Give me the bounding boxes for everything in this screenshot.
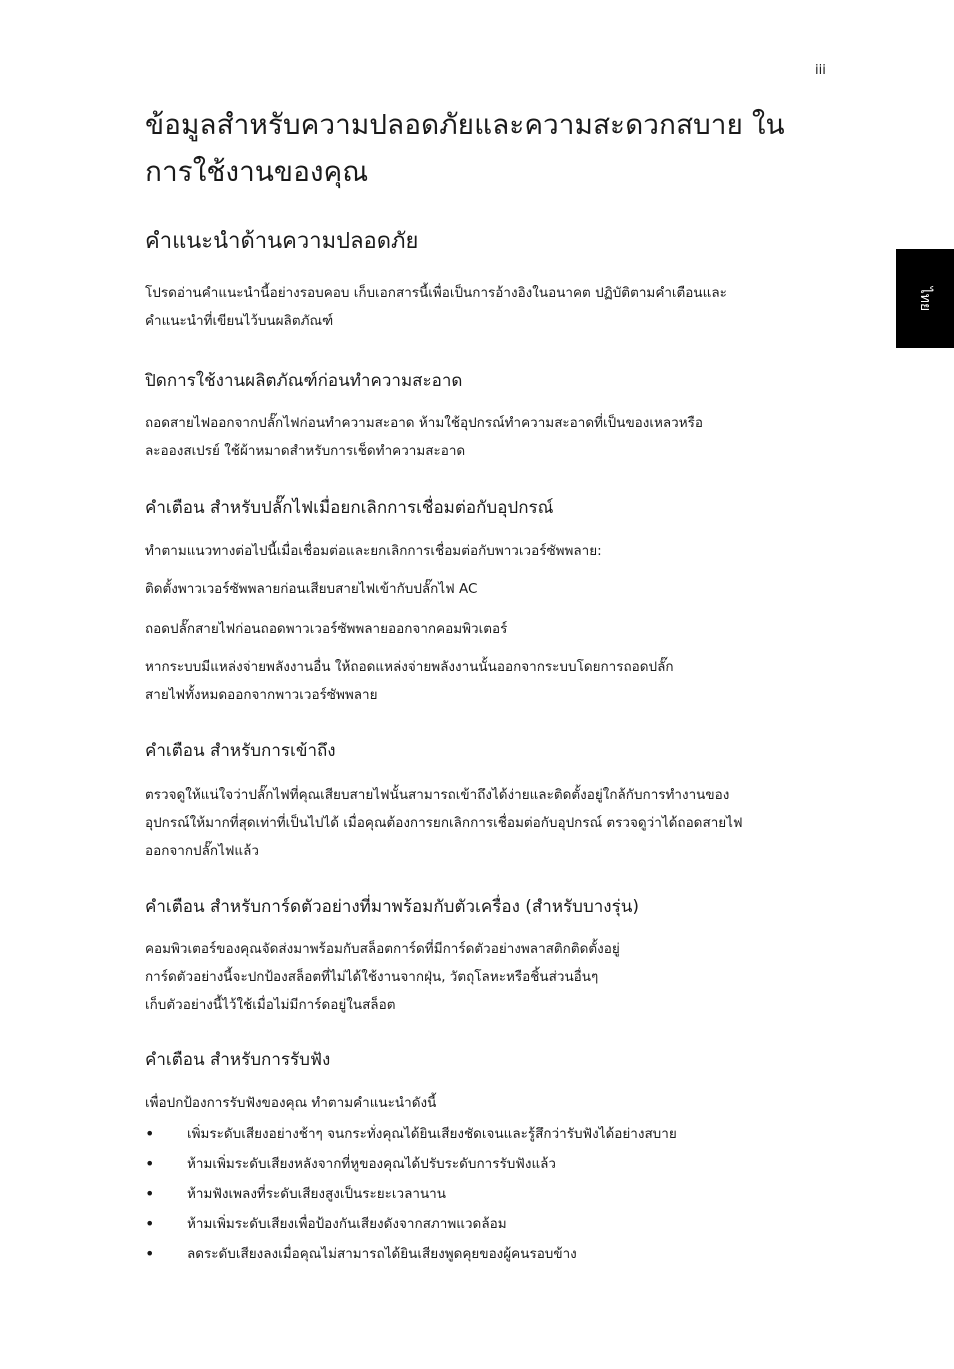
list-item-text: ห้ามฟังเพลงที่ระดับเสียงสูงเป็นระยะเวลานาน (187, 1186, 446, 1202)
list-item (145, 1239, 825, 1269)
text-line: การ์ดตัวอย่างนี้จะปกป้องสล็อตที่ไม่ได้ใช้งานจากฝุ่น, วัตถุโลหะหรือชิ้นส่วนอื่นๆ (145, 969, 599, 985)
bullet-icon: • (145, 1184, 155, 1203)
language-tab-label: ไทย (916, 286, 933, 311)
text-line: ตรวจดูให้แน่ใจว่าปลั๊กไฟที่คุณเสียบสายไฟนั้นสามารถเข้าถึงได้ง่ายและติดตั้งอยู่ใกล้กับการทำงานของ (145, 787, 730, 803)
safety-intro-paragraph (145, 279, 825, 335)
text-line: โปรดอ่านคำแนะนำนี้อย่างรอบคอบ เก็บเอกสารนี้เพื่อเป็นการอ้างอิงในอนาคต ปฏิบัติตามคำเตือนและ (145, 285, 727, 301)
dummy-card-paragraph (145, 935, 825, 1019)
subheading-dummy-card: คำเตือน สำหรับการ์ดตัวอย่างที่มาพร้อมกับตัวเครื่อง (สำหรับบางรุ่น) (145, 897, 639, 917)
text-line: ติดตั้งพาวเวอร์ซัพพลายก่อนเสียบสายไฟเข้ากับปลั๊กไฟ AC (145, 581, 478, 597)
text-line: ถอดปลั๊กสายไฟก่อนถอดพาวเวอร์ซัพพลายออกจากคอมพิวเตอร์ (145, 621, 508, 637)
list-item (145, 1209, 825, 1239)
bullet-icon: • (145, 1124, 155, 1143)
list-item-text: ลดระดับเสียงลงเมื่อคุณไม่สามารถได้ยินเสียงพูดคุยของผู้คนรอบข้าง (187, 1246, 577, 1262)
text-line: คำแนะนำที่เขียนไว้บนผลิตภัณฑ์ (145, 313, 334, 329)
subheading-disconnect: คำเตือน สำหรับปลั๊กไฟเมื่อยกเลิกการเชื่อมต่อกับอุปกรณ์ (145, 498, 554, 518)
text-line: เพื่อปกป้องการรับฟังของคุณ ทำตามคำแนะนำดังนี้ (145, 1095, 437, 1111)
text-line: คอมพิวเตอร์ของคุณจัดส่งมาพร้อมกับสล็อตการ์ดที่มีการ์ดตัวอย่างพลาสติกติดตั้งอยู่ (145, 941, 620, 957)
accessibility-paragraph (145, 781, 825, 865)
text-line: ทำตามแนวทางต่อไปนี้เมื่อเชื่อมต่อและยกเลิกการเชื่อมต่อกับพาวเวอร์ซัพพลาย: (145, 543, 602, 559)
text-line: เก็บตัวอย่างนี้ไว้ใช้เมื่อไม่มีการ์ดอยู่ในสล็อต (145, 997, 396, 1013)
bullet-icon: • (145, 1154, 155, 1173)
list-item-text: ห้ามเพิ่มระดับเสียงเพื่อป้องกันเสียงดังจากสภาพแวดล้อม (187, 1216, 507, 1232)
listening-bullet-list (145, 1119, 825, 1269)
subheading-listening: คำเตือน สำหรับการรับฟัง (145, 1050, 331, 1070)
language-tab (896, 249, 954, 348)
list-item-text: เพิ่มระดับเสียงอย่างช้าๆ จนกระทั่งคุณได้ยินเสียงชัดเจนและรู้สึกว่ารับฟังได้อย่างสบาย (187, 1126, 677, 1142)
text-line: ละอองสเปรย์ ใช้ผ้าหมาดสำหรับการเช็ดทำความสะอาด (145, 443, 466, 459)
list-item-text: ห้ามเพิ่มระดับเสียงหลังจากที่หูของคุณได้ปรับระดับการรับฟังแล้ว (187, 1156, 557, 1172)
text-line: หากระบบมีแหล่งจ่ายพลังงานอื่น ให้ถอดแหล่งจ่ายพลังงานนั้นออกจากระบบโดยการถอดปลั๊ก (145, 659, 674, 675)
page-title: ข้อมูลสำหรับความปลอดภัยและความสะดวกสบาย ในการใช้งานของคุณ (145, 108, 785, 188)
disconnect-paragraph-1 (145, 537, 825, 565)
cleaning-paragraph (145, 409, 825, 465)
disconnect-paragraph-2 (145, 575, 825, 603)
text-line: สายไฟทั้งหมดออกจากพาวเวอร์ซัพพลาย (145, 687, 378, 703)
disconnect-paragraph-4 (145, 653, 825, 709)
list-item (145, 1119, 825, 1149)
subheading-cleaning: ปิดการใช้งานผลิตภัณฑ์ก่อนทำความสะอาด (145, 371, 463, 391)
disconnect-paragraph-3 (145, 615, 825, 643)
page-number: iii (815, 63, 826, 78)
text-line: อุปกรณ์ให้มากที่สุดเท่าที่เป็นไปได้ เมื่อคุณต้องการยกเลิกการเชื่อมต่อกับอุปกรณ์ ตรวจดูว่าได้ถอดสายไฟ (145, 815, 743, 831)
list-item (145, 1149, 825, 1179)
text-line: ถอดสายไฟออกจากปลั๊กไฟก่อนทำความสะอาด ห้ามใช้อุปกรณ์ทำความสะอาดที่เป็นของเหลวหรือ (145, 415, 704, 431)
list-item (145, 1179, 825, 1209)
listening-intro (145, 1089, 825, 1117)
subheading-accessibility: คำเตือน สำหรับการเข้าถึง (145, 741, 336, 761)
section-title-safety: คำแนะนำด้านความปลอดภัย (145, 229, 419, 254)
bullet-icon: • (145, 1244, 155, 1263)
text-line: ออกจากปลั๊กไฟแล้ว (145, 843, 259, 859)
bullet-icon: • (145, 1214, 155, 1233)
